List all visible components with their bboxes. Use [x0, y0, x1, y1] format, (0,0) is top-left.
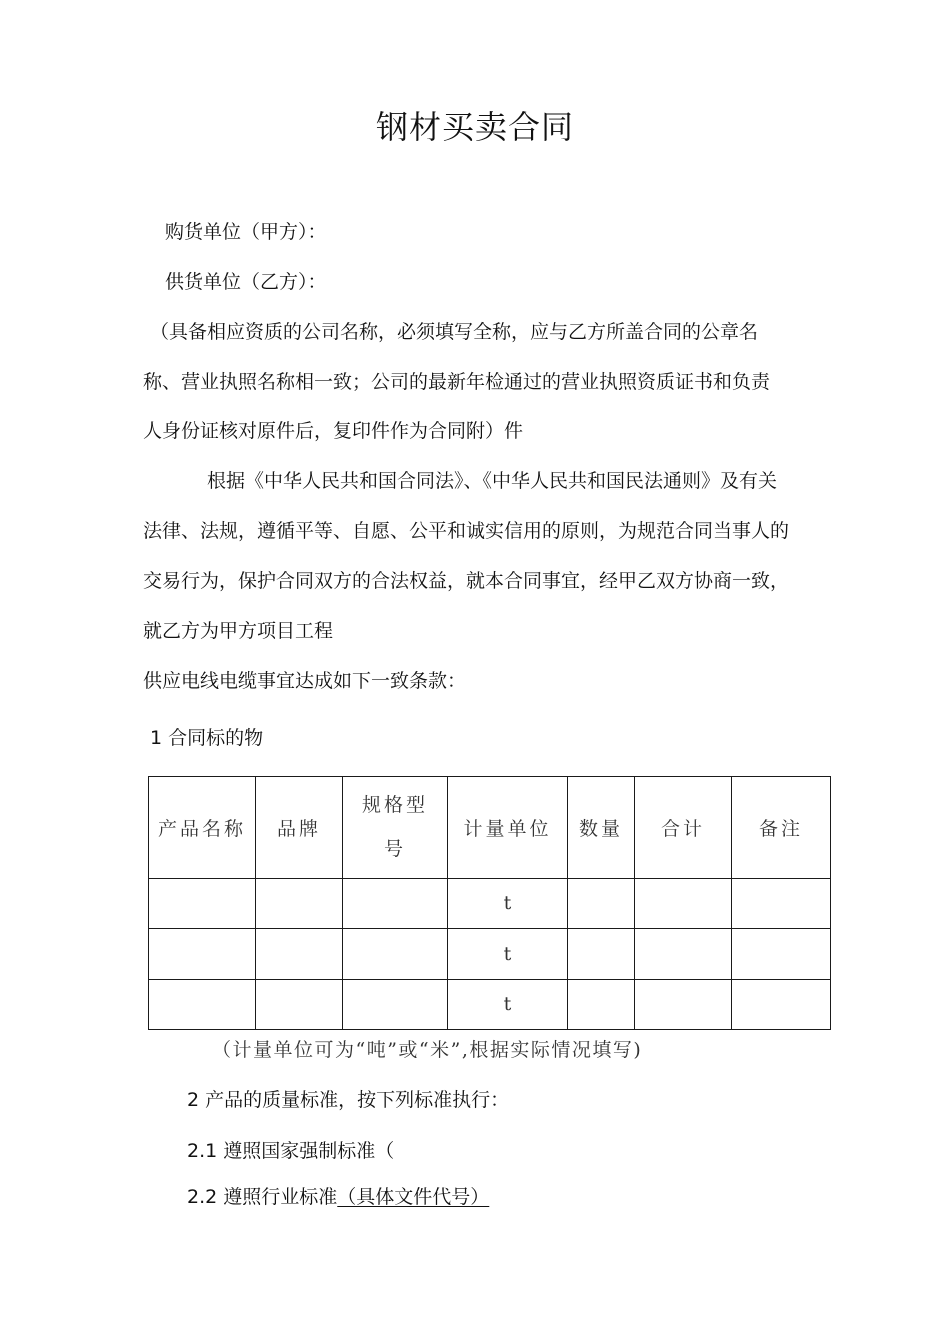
- cell-total[interactable]: [635, 878, 732, 928]
- qualification-note-line-3: 人身份证核对原件后，复印件作为合同附）件: [143, 420, 524, 442]
- preamble-line-2: 法律、法规，遵循平等、自愿、公平和诚实信用的原则，为规范合同当事人的: [143, 520, 790, 542]
- unit-note: （计量单位可为“吨”或“米”,根据实际情况填写): [212, 1039, 643, 1061]
- clause-2-2: [187, 1183, 489, 1211]
- buyer-line: 购货单位（甲方）：: [165, 221, 327, 243]
- seller-line: 供货单位（乙方）：: [165, 271, 327, 293]
- qualification-note-line-1: （具备相应资质的公司名称，必须填写全称，应与乙方所盖合同的公章名: [150, 321, 759, 343]
- header-product-name: 产品名称: [149, 777, 256, 879]
- preamble-line-3: 交易行为，保护合同双方的合法权益，就本合同事宜，经甲乙双方协商一致，: [143, 570, 790, 592]
- cell-product-name[interactable]: [149, 878, 256, 928]
- cell-spec-model[interactable]: [343, 929, 448, 979]
- cell-product-name[interactable]: [149, 979, 256, 1029]
- clause-2-1: 2.1 遵照国家强制标准（: [187, 1140, 395, 1162]
- table-row: [149, 979, 831, 1029]
- qualification-note-line-2: 称、营业执照名称相一致；公司的最新年检通过的营业执照资质证书和负责: [143, 371, 771, 393]
- table-row: [149, 878, 831, 928]
- cell-product-name[interactable]: [149, 929, 256, 979]
- header-spec-line-1: 规格型: [361, 794, 428, 817]
- preamble-line-5: 供应电线电缆事宜达成如下一致条款：: [143, 670, 467, 692]
- cell-brand[interactable]: [256, 979, 343, 1029]
- header-spec-model: [343, 777, 448, 879]
- cell-remarks[interactable]: [732, 878, 831, 928]
- header-unit: 计量单位: [448, 777, 568, 879]
- goods-table: [148, 776, 830, 1030]
- cell-quantity[interactable]: [568, 878, 635, 928]
- section-2-heading: 2 产品的质量标准，按下列标准执行：: [187, 1089, 510, 1111]
- cell-total[interactable]: [635, 979, 732, 1029]
- section-1-heading: 1 合同标的物: [150, 727, 264, 749]
- preamble-line-4: 就乙方为甲方项目工程: [143, 620, 334, 642]
- table-header-row: [149, 777, 831, 879]
- header-spec-line-2: 号: [383, 838, 406, 861]
- header-remarks: 备注: [732, 777, 831, 879]
- clause-2-2-label: 2.2 遵照行业标准: [187, 1186, 338, 1208]
- cell-unit: t: [448, 979, 568, 1029]
- header-total: 合计: [635, 777, 732, 879]
- cell-spec-model[interactable]: [343, 878, 448, 928]
- cell-remarks[interactable]: [732, 979, 831, 1029]
- table-row: [149, 929, 831, 979]
- cell-brand[interactable]: [256, 929, 343, 979]
- cell-quantity[interactable]: [568, 979, 635, 1029]
- page-title: 钢材买卖合同: [375, 108, 574, 146]
- header-brand: 品牌: [256, 777, 343, 879]
- cell-spec-model[interactable]: [343, 979, 448, 1029]
- cell-brand[interactable]: [256, 878, 343, 928]
- preamble-line-1: 根据《中华人民共和国合同法》、《中华人民共和国民法通则》及有关: [207, 470, 778, 492]
- clause-2-2-document-code: （具体文件代号）: [337, 1186, 490, 1208]
- header-quantity: 数量: [568, 777, 635, 879]
- cell-quantity[interactable]: [568, 929, 635, 979]
- cell-unit: t: [448, 929, 568, 979]
- cell-total[interactable]: [635, 929, 732, 979]
- cell-remarks[interactable]: [732, 929, 831, 979]
- cell-unit: t: [448, 878, 568, 928]
